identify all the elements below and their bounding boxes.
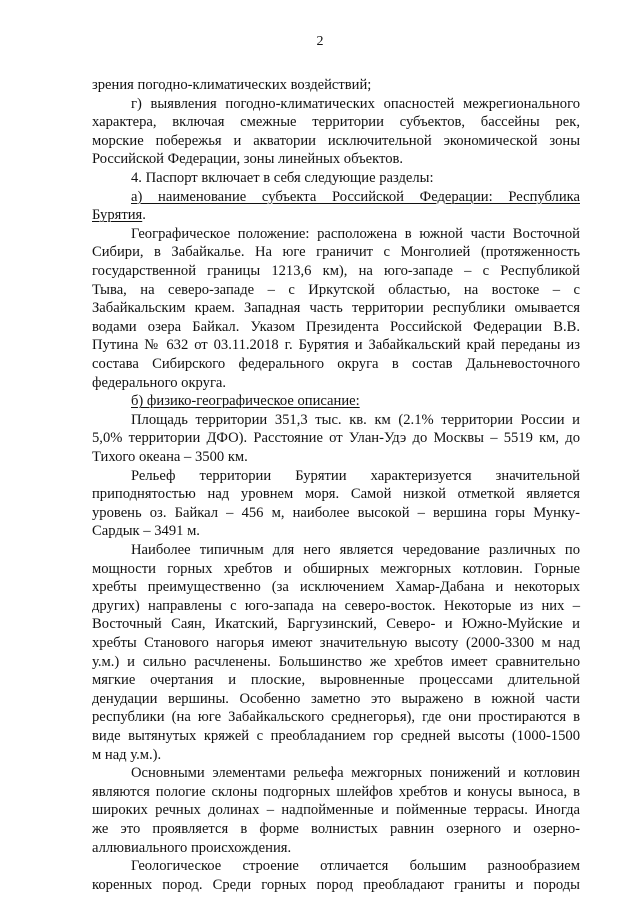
text-line: виде вытянутых кряжей с преобладанием гор средней высоты (1000-1500 <box>92 728 580 744</box>
text-line: хребты Станового нагорья имеют значительную высоту (2000-3300 м над <box>92 635 580 651</box>
text-line: характера, включая смежные территории субъектов, бассейны рек, <box>92 114 580 131</box>
text-line: у.м.) и сильно расчленены. Большинство же хребтов имеет сравнительно <box>92 653 580 670</box>
text-line: Тыва, на северо-западе – с Иркутской областью, на востоке – с <box>92 281 580 298</box>
text-line: государственной границы 1213,6 км), на юго-западе – с Республикой <box>92 263 580 279</box>
text-line: мощности горных хребтов и обширных межгорных котловин. Горные <box>92 560 580 577</box>
text-line: Забайкальским краем. Западная часть территории республики омывается <box>92 300 580 317</box>
text-line <box>131 392 580 410</box>
text-line: являются пологие склоны подгорных шлейфов хребтов и конусы выноса, в <box>92 783 580 800</box>
text-line: зрения погодно-климатических воздействий; <box>92 77 372 93</box>
page-number: 2 <box>316 34 324 49</box>
text-line: состава Сибирского федерального округа в состав Дальневосточного <box>92 356 580 372</box>
section-heading-text: а) наименование субъекта Российской Федерации: Республика <box>131 188 580 205</box>
text-line: Путина № 632 от 03.11.2018 г. Бурятия и Забайкальский край переданы из <box>92 337 580 354</box>
line-suffix: . <box>142 207 146 224</box>
text-line: водами озера Байкал. Указом Президента Российской Федерации В.В. <box>92 318 580 335</box>
text-line: аллювиального происхождения. <box>92 839 292 856</box>
text-line: уровень оз. Байкал – 456 м, наиболее высокой – вершина горы Мунку- <box>92 504 580 521</box>
text-line: Сардык – 3491 м. <box>92 523 200 540</box>
text-line: морские побережья и акватории исключительной экономической зоны <box>92 132 580 149</box>
text-line: Основными элементами рельефа межгорных понижений и котловин <box>131 765 580 782</box>
text-line <box>131 188 580 206</box>
text-line: Тихого океана – 3500 км. <box>92 449 248 465</box>
text-line: Наиболее типичным для него является чередование различных по <box>131 542 580 558</box>
text-line: мягкие очертания и плоские, выровненные процессами длительной <box>92 672 580 689</box>
text-line: коренных пород. Среди горных пород преобладают граниты и породы <box>92 876 580 893</box>
text-line: м над у.м.). <box>92 746 162 763</box>
text-line: 5,0% территории ДФО). Расстояние от Улан-Удэ до Москвы – 5519 км, до <box>92 430 580 447</box>
text-line: г) выявления погодно-климатических опасностей межрегионального <box>131 95 580 112</box>
section-heading-text: Бурятия <box>92 207 143 224</box>
text-line: Площадь территории 351,3 тыс. кв. км (2.1% территории России и <box>131 411 580 428</box>
text-line: Географическое положение: расположена в южной части Восточной <box>131 225 580 242</box>
text-line: Восточный Саян, Икатский, Баргузинский, Северо- и Южно-Муйские и <box>92 616 580 633</box>
text-line: денудации вершины. Особенно заметно это выражено в южной части <box>92 690 580 707</box>
section-heading-text: б) физико-географическое описание: <box>131 393 360 410</box>
text-line: широких речных долинах – надпойменные и пойменные террасы. Иногда <box>92 802 580 819</box>
text-line: же это проявляется в форме волнистых равнин озерного и озерно- <box>92 821 580 837</box>
text-line: Российской Федерации, зоны линейных объектов. <box>92 151 404 168</box>
text-line: 4. Паспорт включает в себя следующие разделы: <box>131 170 434 186</box>
text-line <box>92 206 580 224</box>
text-line: приподнятостью над уровнем моря. Самой низкой отметкой является <box>92 486 580 503</box>
text-line: федерального округа. <box>92 374 227 391</box>
text-line: других) направлены с юго-запада на северо-восток. Некоторые из них – <box>92 597 580 614</box>
text-line: республики (на юге Забайкальского среднегорья), где они простираются в <box>92 709 580 726</box>
text-line: хребты преимущественно (за исключением Хамар-Дабана и некоторых <box>92 579 580 596</box>
text-line: Рельеф территории Бурятии характеризуется значительной <box>131 467 580 484</box>
text-line: Сибири, в Забайкалье. На юге граничит с Монголией (протяженность <box>92 244 580 261</box>
text-line: Геологическое строение отличается большим разнообразием <box>131 858 580 875</box>
